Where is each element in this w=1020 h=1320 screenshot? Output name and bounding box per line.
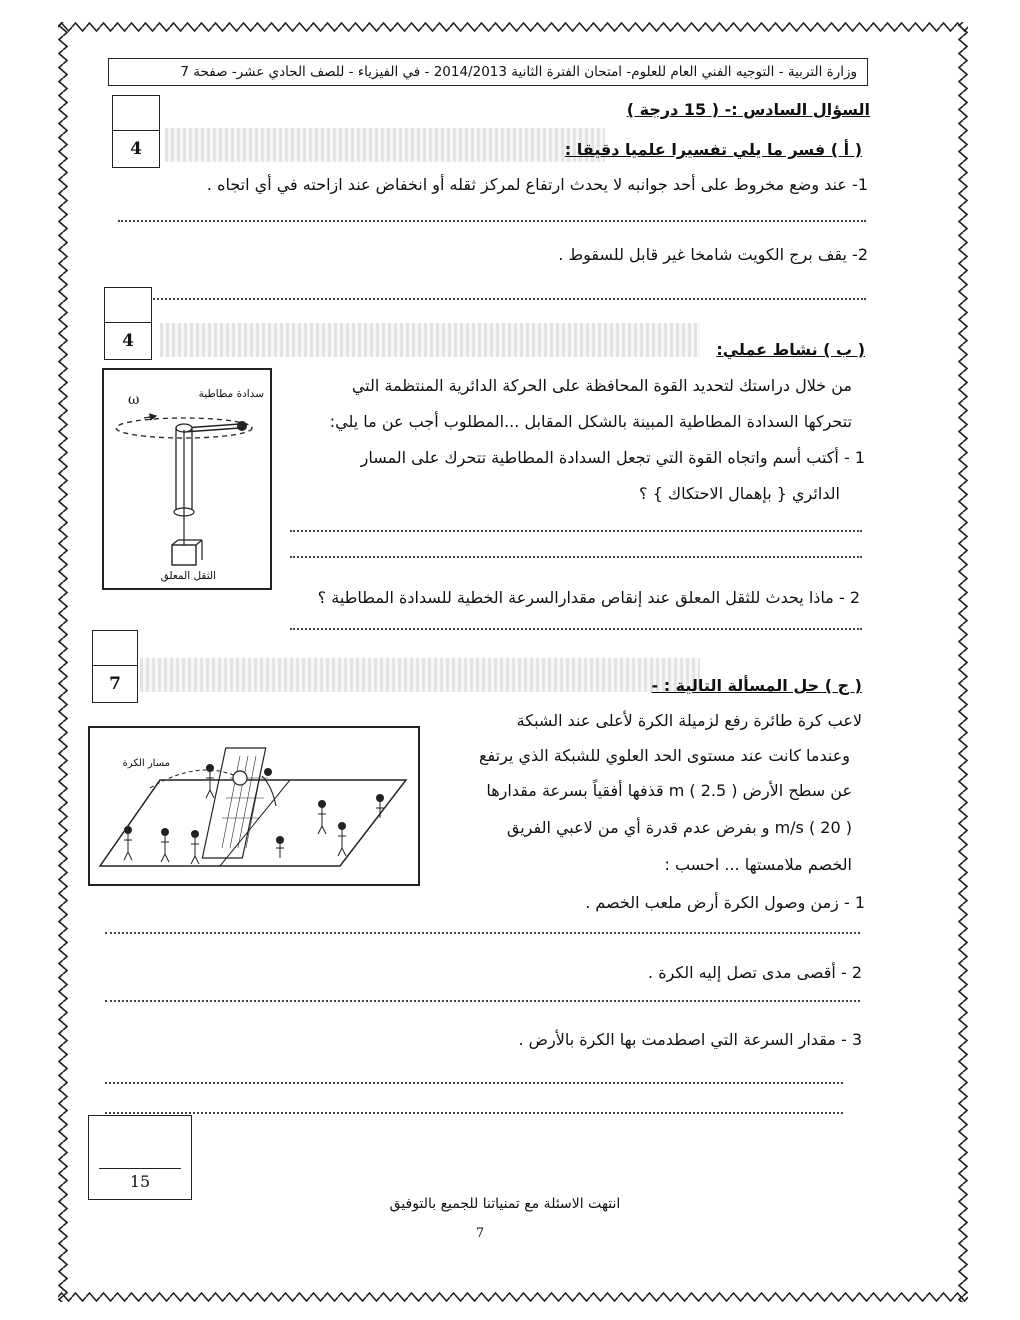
score-part-b: 4 — [122, 331, 134, 351]
score-box-part-a — [112, 95, 160, 168]
score-part-c: 7 — [109, 674, 121, 694]
problem-line-3: عن سطح الأرض m ( 2.5 ) قذفها أفقياً بسرعة مقدارها — [486, 781, 852, 800]
part-a-item-2: 2- يقف برج الكويت شامخا غير قابل للسقوط . — [558, 245, 868, 264]
page-number: 7 — [475, 1226, 485, 1241]
problem-line-4: m/s ( 20 ) و بفرض عدم قدرة أي من لاعبي الفريق — [506, 818, 852, 837]
answer-line — [290, 556, 862, 558]
score-box-part-b — [104, 287, 152, 360]
part-b-intro-2: تتحركها السدادة المطاطية المبينة بالشكل المقابل ...المطلوب أجب عن ما يلي: — [329, 412, 852, 431]
omega-label: ω — [128, 392, 140, 408]
part-b-heading: ( ب ) نشاط عملي: — [716, 340, 865, 359]
part-b-q1-line1: 1 - أكتب أسم واتجاه القوة التي تجعل السدادة المطاطية تتحرك على المسار — [360, 448, 865, 467]
question-title-text: السؤال السادس :- ( 15 درجة ) — [626, 100, 870, 119]
answer-line — [118, 298, 866, 300]
part-a-item-1: 1- عند وضع مخروط على أحد جوانبه لا يحدث ارتفاع لمركز ثقله أو انخفاض عند ازاحته في أي اتجاه . — [206, 175, 868, 194]
problem-line-5: الخصم ملامستها ... احسب : — [664, 855, 852, 874]
stopper-label: سدادة مطاطية — [198, 388, 264, 400]
gray-scan-band — [165, 128, 605, 162]
score-box-part-c — [92, 630, 138, 703]
part-c-item-3: 3 - مقدار السرعة التي اصطدمت بها الكرة بالأرض . — [518, 1030, 862, 1049]
problem-line-1: لاعب كرة طائرة رفع لزميلة الكرة لأعلى عند الشبكة — [516, 711, 862, 730]
total-score: 15 — [129, 1172, 151, 1191]
part-a-heading: ( أ ) فسر ما يلي تفسيرا علميا دقيقا : — [564, 140, 862, 159]
volleyball-court-drawing — [90, 728, 418, 884]
part-b-q2: 2 - ماذا يحدث للثقل المعلق عند إنقاص مقدارالسرعة الخطية للسدادة المطاطية ؟ — [317, 588, 860, 607]
answer-line — [105, 1000, 860, 1002]
figure-volleyball-court — [88, 726, 420, 886]
total-score-box — [88, 1115, 192, 1200]
figure-rubber-stopper — [102, 368, 272, 590]
answer-line — [290, 530, 862, 532]
part-c-item-1: 1 - زمن وصول الكرة أرض ملعب الخصم . — [585, 893, 865, 912]
weight-label: الثقل المعلق — [160, 570, 216, 582]
part-b-q1-line2: الدائري { بإهمال الاحتكاك } ؟ — [639, 484, 840, 503]
ball-path-label: مسار الكرة — [122, 758, 170, 769]
answer-line — [105, 1082, 843, 1084]
answer-line — [105, 932, 860, 934]
gray-scan-band — [160, 323, 700, 357]
exam-header: وزارة التربية - التوجيه الفني العام للعلوم- امتحان الفترة الثانية 2014/2013 - في الفيزياء - للصف الحادي عشر- صفحة 7 — [108, 58, 868, 86]
part-c-item-2: 2 - أقصى مدى تصل إليه الكرة . — [648, 963, 862, 982]
part-b-intro-1: من خلال دراستك لتحديد القوة المحافظة على الحركة الدائرية المنتظمة التي — [351, 376, 852, 395]
answer-line — [290, 628, 862, 630]
question-title — [350, 100, 870, 119]
problem-line-2: وعندما كانت عند مستوى الحد العلوي للشبكة الذي يرتفع — [479, 746, 850, 765]
answer-line — [105, 1112, 843, 1114]
score-part-a: 4 — [130, 139, 142, 159]
closing-message: انتهت الاسئلة مع تمنياتنا للجميع بالتوفيق — [389, 1196, 621, 1212]
part-c-heading: ( ج ) حل المسألة التالية : - — [651, 676, 862, 695]
answer-line — [118, 220, 866, 222]
